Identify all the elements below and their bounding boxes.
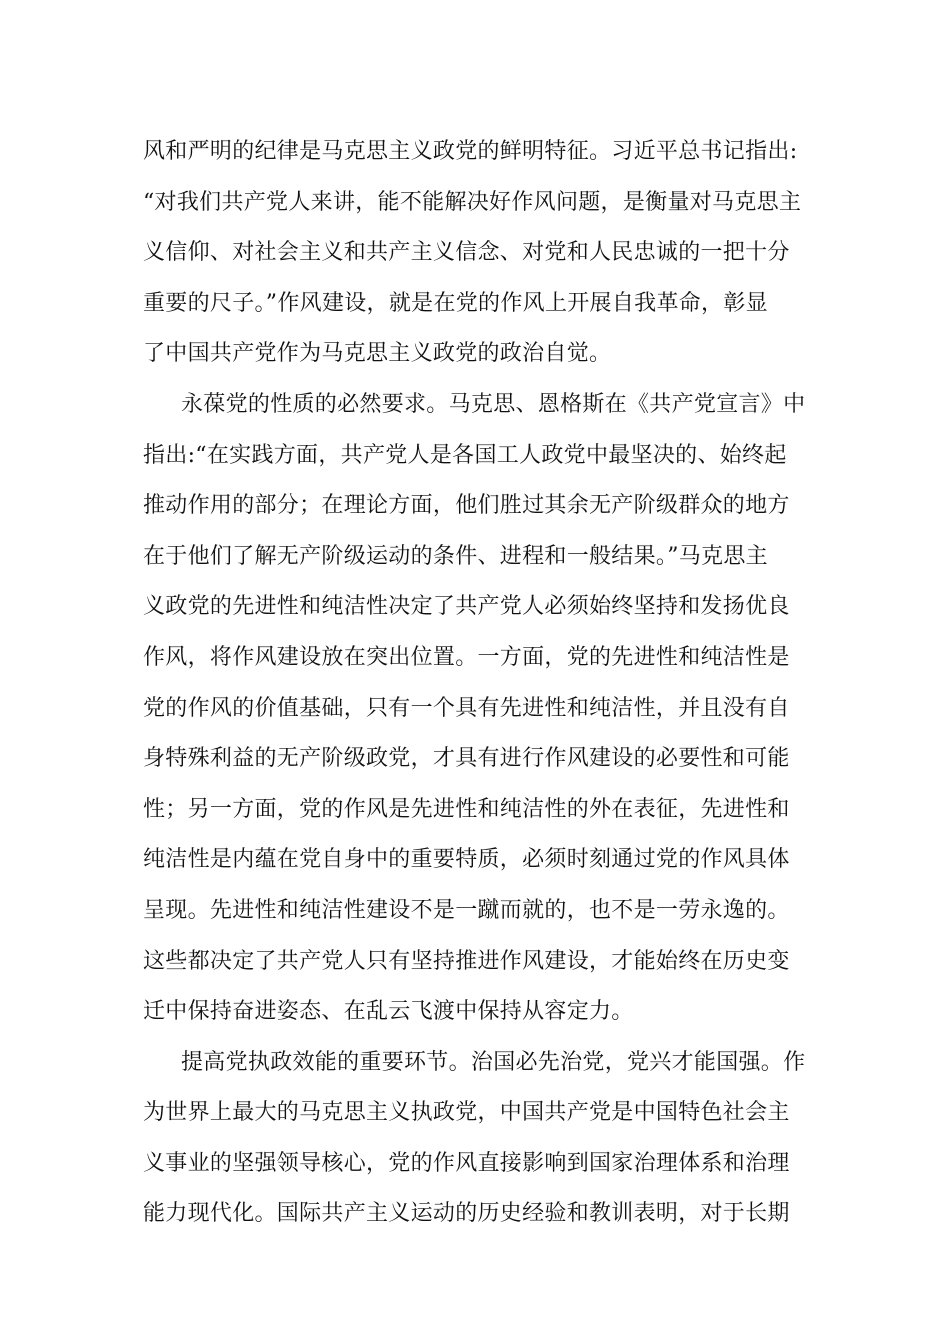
- text-line: 迁中保持奋进姿态、在乱云飞渡中保持从容定力。: [143, 999, 634, 1025]
- text-line: 这些都决定了共产党人只有坚持推进作风建设，才能始终在历史变: [143, 948, 790, 974]
- paragraph: [143, 127, 808, 380]
- text-line: 义事业的坚强领导核心，党的作风直接影响到国家治理体系和治理: [143, 1150, 790, 1176]
- text-line: 风和严明的纪律是马克思主义政党的鲜明特征。习近平总书记指出:: [143, 139, 798, 164]
- text-line: 作风，将作风建设放在突出位置。一方面，党的先进性和纯洁性是: [143, 644, 790, 670]
- text-line: 义政党的先进性和纯洁性决定了共产党人必须始终坚持和发扬优良: [143, 594, 790, 620]
- text-line: 推动作用的部分；在理论方面，他们胜过其余无产阶级群众的地方: [143, 493, 790, 519]
- text-line: “对我们共产党人来讲，能不能解决好作风问题，是衡量对马克思主: [143, 189, 802, 215]
- text-line: 在于他们了解无产阶级运动的条件、进程和一般结果。”马克思主: [143, 543, 768, 569]
- body-text: [143, 127, 808, 1240]
- text-line: 性；另一方面，党的作风是先进性和纯洁性的外在表征，先进性和: [143, 796, 790, 822]
- text-line: 重要的尺子。”作风建设，就是在党的作风上开展自我革命，彰显: [143, 290, 768, 316]
- text-line: 了中国共产党作为马克思主义政党的政治自觉。: [143, 341, 612, 367]
- paragraph: [143, 380, 808, 1038]
- text-line: 纯洁性是内蕴在党自身中的重要特质，必须时刻通过党的作风具体: [143, 847, 790, 873]
- text-line: 指出:“在实践方面，共产党人是各国工人政党中最坚决的、始终起: [143, 442, 787, 468]
- text-line: 身特殊利益的无产阶级政党，才具有进行作风建设的必要性和可能: [143, 746, 790, 772]
- text-line: 呈现。先进性和纯洁性建设不是一蹴而就的，也不是一劳永逸的。: [143, 897, 790, 923]
- text-line: 党的作风的价值基础，只有一个具有先进性和纯洁性，并且没有自: [143, 695, 790, 721]
- text-line: 义信仰、对社会主义和共产主义信念、对党和人民忠诚的一把十分: [143, 240, 790, 266]
- text-line: 为世界上最大的马克思主义执政党，中国共产党是中国特色社会主: [143, 1100, 790, 1126]
- text-line: 提高党执政效能的重要环节。治国必先治党，党兴才能国强。作: [181, 1049, 806, 1075]
- text-line: 永葆党的性质的必然要求。马克思、恩格斯在《共产党宣言》中: [181, 391, 806, 417]
- paragraph: [143, 1038, 808, 1240]
- text-line: 能力现代化。国际共产主义运动的历史经验和教训表明，对于长期: [143, 1201, 790, 1227]
